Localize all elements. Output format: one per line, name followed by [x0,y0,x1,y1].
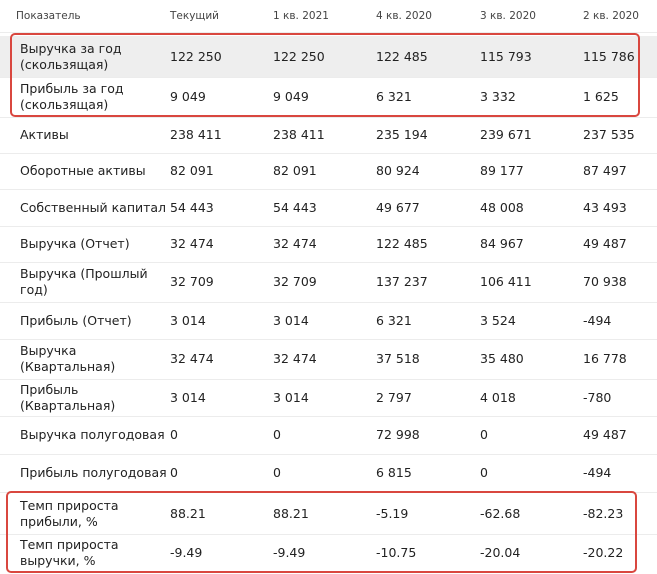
row-label: Прибыль за год (скользящая) [20,81,124,112]
row-value: 137 237 [376,274,428,289]
row-value: 32 474 [273,236,317,251]
row-value: 84 967 [480,236,524,251]
row-label: Темп прироста прибыли, % [20,497,119,529]
row-value: 0 [273,427,281,442]
table-row [0,302,657,340]
table-row [0,379,657,417]
row-value: 32 474 [170,351,214,366]
row-label: Выручка (Отчет) [20,236,130,251]
table-row [0,36,657,78]
row-label: Собственный капитал [20,199,167,215]
row-value: -82.23 [583,505,624,521]
table-row [0,493,657,535]
row-label: Прибыль (Квартальная) [20,381,116,413]
row-value: 122 485 [376,48,428,64]
table-row [0,454,657,493]
row-value: 49 487 [583,427,627,442]
row-value: 122 250 [273,48,325,64]
row-value: 9 049 [273,89,309,104]
row-value: -20.22 [583,545,624,560]
row-value: -494 [583,312,612,328]
row-value: 3 014 [170,312,206,328]
row-value: 0 [170,465,178,480]
row-value: 88.21 [273,505,309,521]
row-value: 35 480 [480,351,524,366]
row-value: 115 793 [480,48,532,64]
row-value: 89 177 [480,163,524,178]
header-period[interactable]: Текущий [170,10,219,22]
row-value: -9.49 [273,545,306,560]
row-value: 237 535 [583,127,635,142]
row-value: -5.19 [376,505,409,521]
row-value: -780 [583,389,612,405]
header-period[interactable]: 3 кв. 2020 [480,10,536,22]
row-value: 238 411 [273,127,325,142]
row-value: 9 049 [170,89,206,104]
row-value: 115 786 [583,48,635,64]
row-value: -10.75 [376,545,417,560]
row-value: 2 797 [376,389,412,405]
row-label: Темп прироста выручки, % [20,537,119,568]
row-value: 43 493 [583,199,627,215]
row-value: 0 [170,427,178,442]
row-value: 122 485 [376,236,428,251]
row-value: 82 091 [170,163,214,178]
row-value: 4 018 [480,389,516,405]
row-value: 3 014 [170,389,206,405]
row-value: -62.68 [480,505,521,521]
row-value: 80 924 [376,163,420,178]
header-metric: Показатель [16,10,81,22]
row-value: 32 474 [273,351,317,366]
row-value: 72 998 [376,427,420,442]
table-row [0,77,657,118]
row-value: 6 321 [376,89,412,104]
row-value: 0 [273,465,281,480]
row-value: 0 [480,427,488,442]
row-label: Выручка (Квартальная) [20,343,116,374]
row-value: 6 815 [376,465,412,480]
row-value: 238 411 [170,127,222,142]
header-period[interactable]: 1 кв. 2021 [273,10,329,22]
row-value: 32 709 [273,274,317,289]
row-value: 37 518 [376,351,420,366]
row-value: 16 778 [583,351,627,366]
row-value: 3 524 [480,312,516,328]
row-label: Активы [20,127,69,142]
row-value: 32 474 [170,236,214,251]
row-value: 87 497 [583,163,627,178]
row-value: 235 194 [376,127,428,142]
table-row [0,339,657,380]
row-value: -9.49 [170,545,203,560]
table-row [0,534,657,572]
header-period[interactable]: 4 кв. 2020 [376,10,432,22]
row-value: -20.04 [480,545,521,560]
row-value: -494 [583,465,612,480]
table-row [0,117,657,154]
row-label: Выручка полугодовая [20,427,165,442]
row-label: Выручка за год (скользящая) [20,40,122,72]
table-header [0,0,657,33]
table-row [0,416,657,455]
table-row [0,153,657,190]
row-value: 1 625 [583,89,619,104]
table-row [0,226,657,263]
header-period[interactable]: 2 кв. 2020 [583,10,639,22]
row-value: 106 411 [480,274,532,289]
row-value: 32 709 [170,274,214,289]
row-value: 3 014 [273,312,309,328]
row-value: 49 487 [583,236,627,251]
row-label: Оборотные активы [20,163,146,178]
table-row [0,262,657,303]
row-value: 48 008 [480,199,524,215]
row-value: 54 443 [170,199,214,215]
row-label: Прибыль (Отчет) [20,312,132,328]
row-value: 122 250 [170,48,222,64]
row-value: 3 014 [273,389,309,405]
row-value: 54 443 [273,199,317,215]
row-value: 70 938 [583,274,627,289]
table-row [0,189,657,227]
row-value: 6 321 [376,312,412,328]
row-label: Прибыль полугодовая [20,465,167,480]
row-label: Выручка (Прошлый год) [20,266,148,297]
row-value: 0 [480,465,488,480]
row-value: 88.21 [170,505,206,521]
row-value: 49 677 [376,199,420,215]
row-value: 3 332 [480,89,516,104]
row-value: 82 091 [273,163,317,178]
row-value: 239 671 [480,127,532,142]
